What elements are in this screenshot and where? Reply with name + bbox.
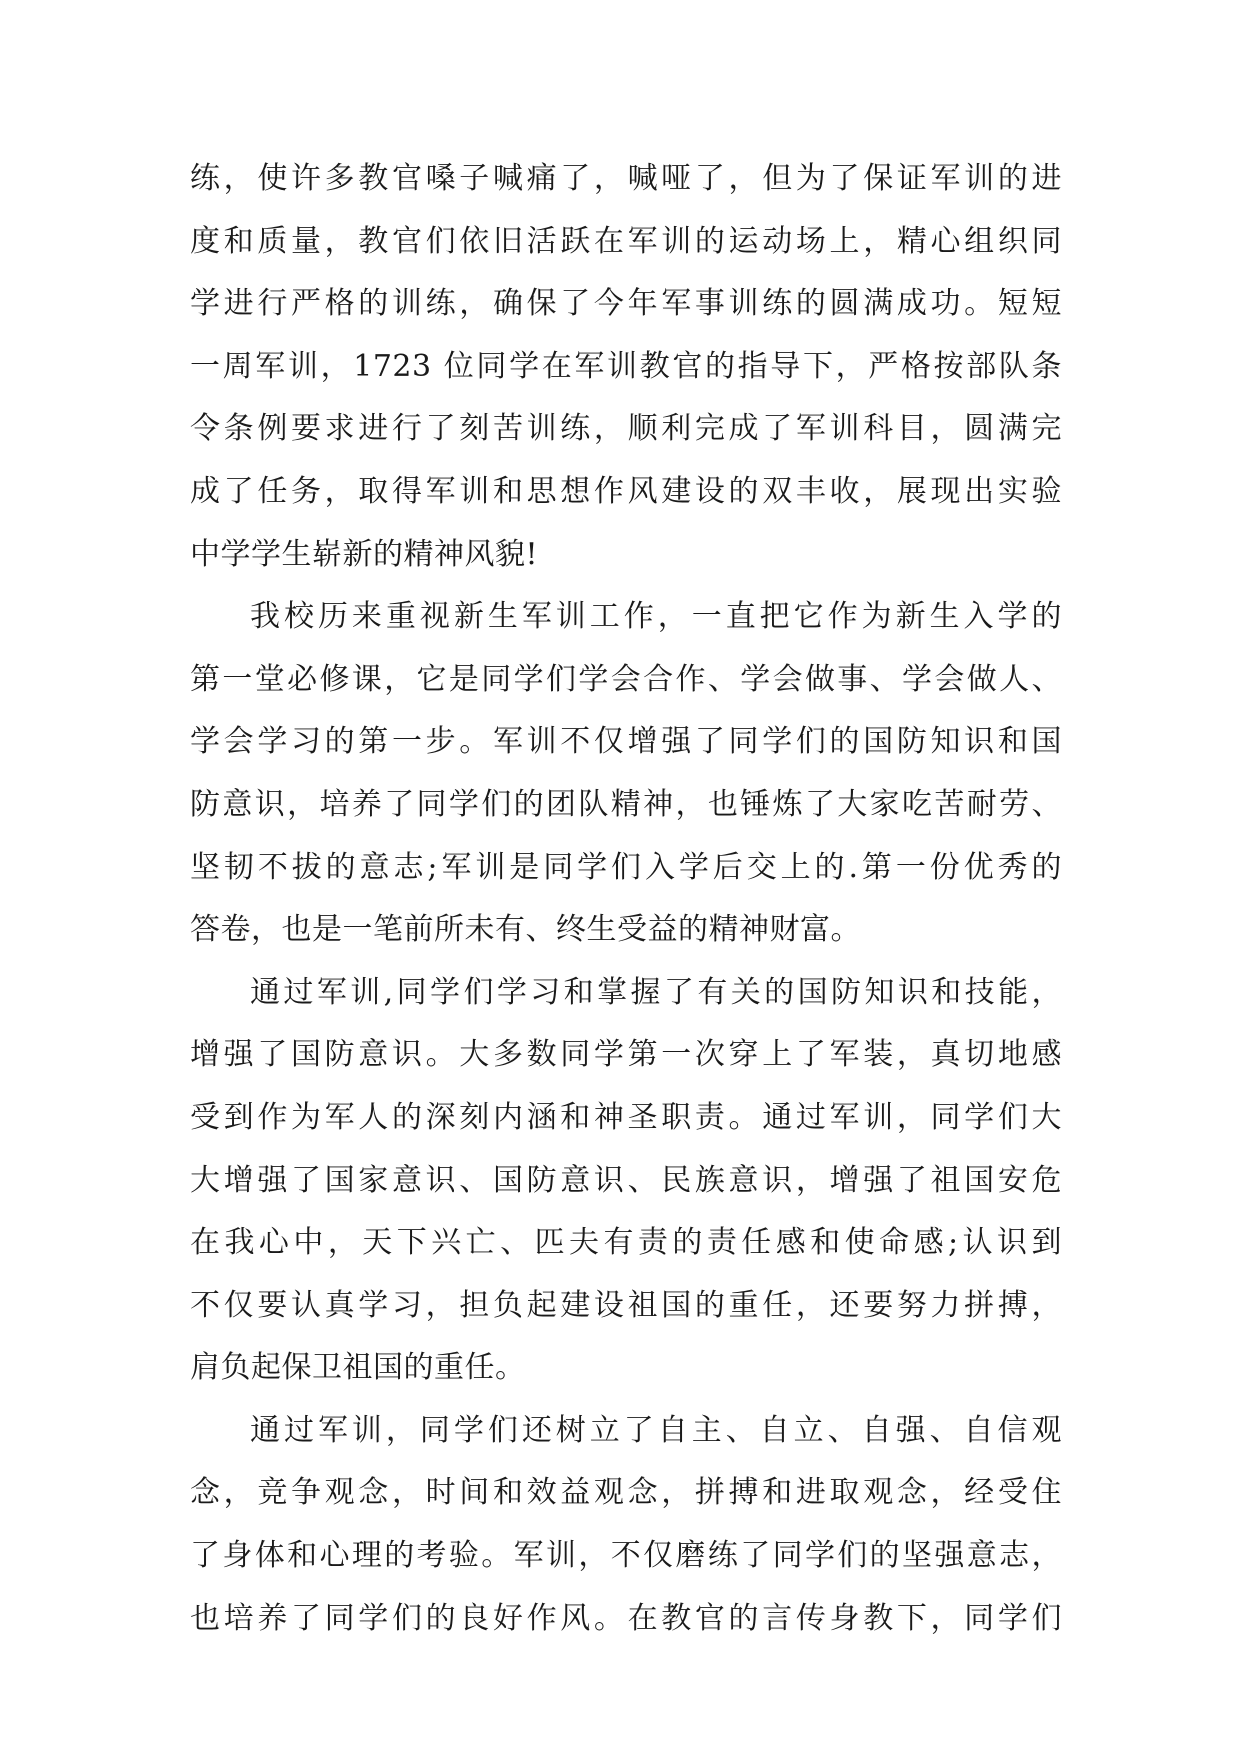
text-line: 中学学生崭新的精神风貌! (190, 536, 539, 572)
text-line: 了身体和心理的考验。军训，不仅磨练了同学们的坚强意志， (190, 1538, 1062, 1574)
text-line: 坚韧不拔的意志;军训是同学们入学后交上的.第一份优秀的 (190, 849, 1062, 885)
text-line: 在我心中，天下兴亡、匹夫有责的责任感和使命感;认识到 (190, 1225, 1062, 1261)
text-line: 学进行严格的训练，确保了今年军事训练的圆满成功。短短 (190, 286, 1062, 322)
body-text (190, 148, 1062, 1650)
text-line: 答卷，也是一笔前所未有、终生受益的精神财富。 (190, 912, 861, 948)
text-line: 防意识，培养了同学们的团队精神，也锤炼了大家吃苦耐劳、 (190, 786, 1062, 822)
text-line: 一周军训，1723 位同学在军训教官的指导下，严格按部队条 (190, 348, 1062, 384)
text-line: 度和质量，教官们依旧活跃在军训的运动场上，精心组织同 (190, 223, 1062, 259)
text-line: 不仅要认真学习，担负起建设祖国的重任，还要努力拼搏， (190, 1287, 1062, 1323)
text-line: 念，竞争观念，时间和效益观念，拼搏和进取观念，经受住 (190, 1475, 1062, 1511)
text-line: 肩负起保卫祖国的重任。 (190, 1350, 526, 1386)
text-line: 令条例要求进行了刻苦训练，顺利完成了军训科目，圆满完 (190, 411, 1062, 447)
text-line: 通过军训，同学们还树立了自主、自立、自强、自信观 (250, 1412, 1062, 1448)
text-line: 学会学习的第一步。军训不仅增强了同学们的国防知识和国 (190, 724, 1062, 760)
text-line: 第一堂必修课，它是同学们学会合作、学会做事、学会做人、 (190, 661, 1062, 697)
text-line: 大增强了国家意识、国防意识、民族意识，增强了祖国安危 (190, 1162, 1062, 1198)
text-line: 成了任务，取得军训和思想作风建设的双丰收，展现出实验 (190, 473, 1062, 509)
text-line: 增强了国防意识。大多数同学第一次穿上了军装，真切地感 (190, 1037, 1062, 1073)
text-line: 通过军训,同学们学习和掌握了有关的国防知识和技能， (250, 974, 1062, 1010)
text-line: 练，使许多教官嗓子喊痛了，喊哑了，但为了保证军训的进 (190, 161, 1062, 196)
text-line: 我校历来重视新生军训工作，一直把它作为新生入学的 (250, 599, 1062, 635)
text-line: 受到作为军人的深刻内涵和神圣职责。通过军训，同学们大 (190, 1099, 1062, 1135)
text-line: 也培养了同学们的良好作风。在教官的言传身教下，同学们 (190, 1600, 1062, 1636)
